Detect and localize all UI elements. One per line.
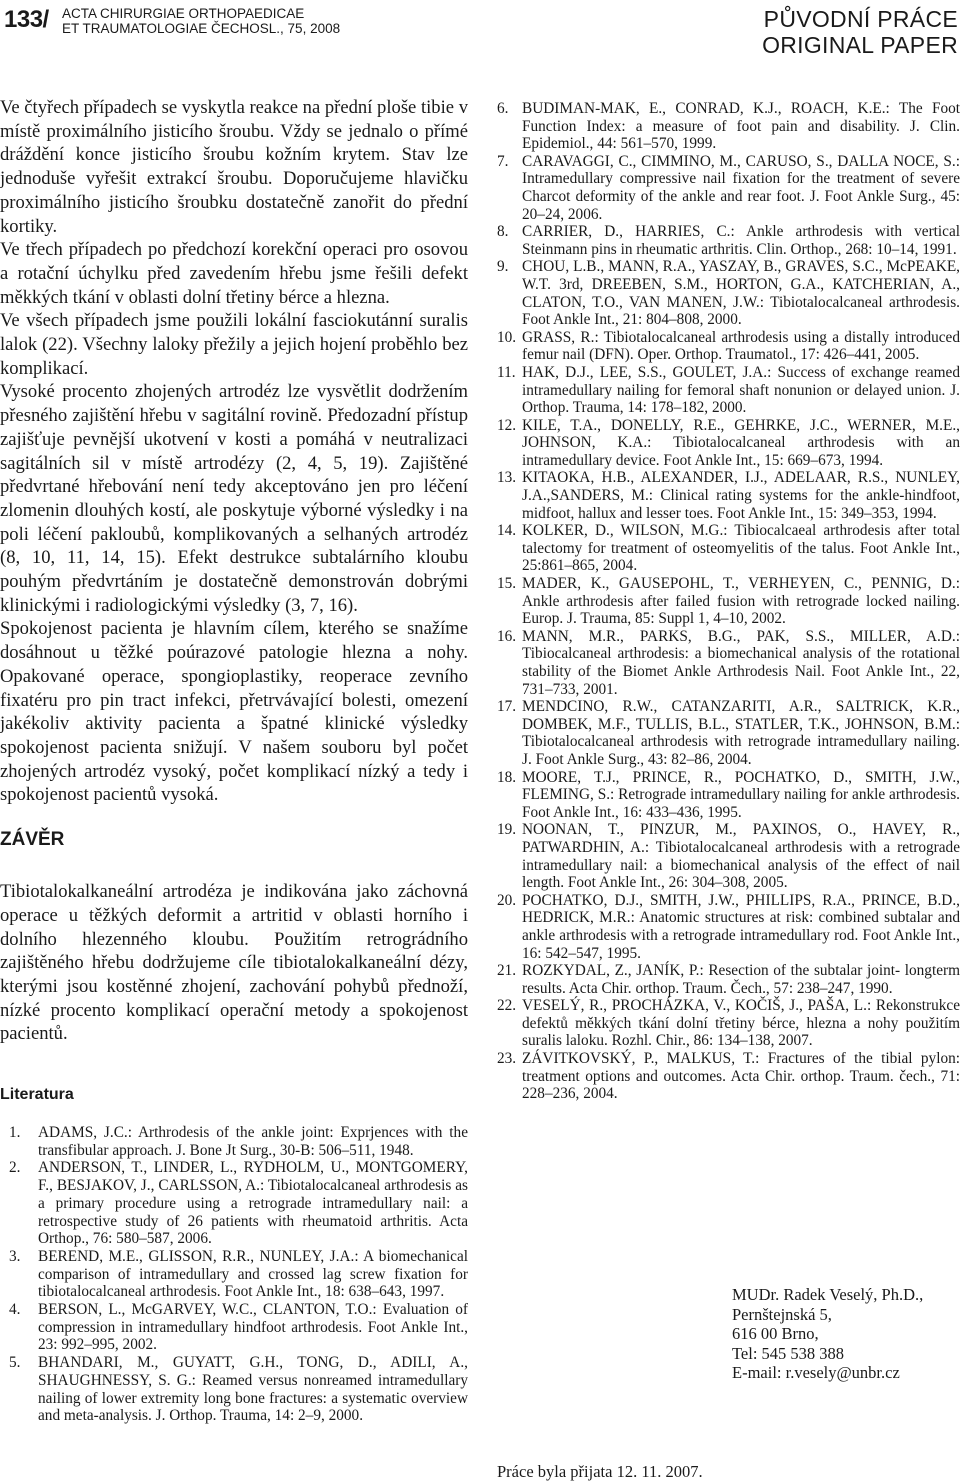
- reference-number: 3.: [9, 1247, 21, 1265]
- article-type-czech: PŮVODNÍ PRÁCE: [763, 6, 958, 32]
- reference-text: MOORE, T.J., PRINCE, R., POCHATKO, D., SMITH, J.W., FLEMING, S.: Retrograde intramedullary nailing for ankle arthrodesis. Foot Ankle Int., 16: 433–436, 1995.: [522, 768, 960, 821]
- reference-number: 6.: [497, 100, 509, 117]
- paragraph: Ve čtyřech případech se vyskytla reakce na přední ploše tibie v místě proximálního jisticího šroubu. Vždy se jednalo o přímé dráždění konce jisticího šroubu kožním krytem. Stav lze jednoduše vyřešit extrakcí šroubu. Doporučujeme hlavičku proximálního jisticího šroubku dostatečně zanořit do přední kortiky.: [0, 97, 468, 237]
- journal-title: [62, 6, 340, 36]
- reference-text: POCHATKO, D.J., SMITH, J.W., PHILLIPS, R.A., PRINCE, B.D., HEDRICK, M.R.: Anatomic structures at risk: combined subtalar and ankle arthrodesis with a retrograde intramedullary rod. Foot Ankle Int., 16: 542–547, 1995.: [522, 891, 960, 962]
- reference-item: [497, 258, 960, 328]
- reference-text: MANN, M.R., PARKS, B.G., PAK, S.S., MILLER, A.D.: Tibiocalcaneal arthrodesis: a biomechanical analysis of the rotational stability of the Biomet Ankle Arthrodesis Nail. Foot Ankle Int., 22, 731–733, 2001.: [522, 627, 960, 698]
- reference-number: 11.: [497, 363, 516, 381]
- article-type: [762, 6, 958, 58]
- reference-item: [497, 417, 960, 470]
- reference-number: 2.: [9, 1159, 21, 1177]
- reference-item: [0, 1354, 468, 1425]
- address-street: Pernštejnská 5,: [732, 1304, 832, 1324]
- reference-text: HAK, D.J., LEE, S.S., GOULET, J.A.: Success of exchange reamed intramedullary nailing for femoral shaft nonunion or delayed union. J. Orthop. Trauma, 14: 178–182, 2000.: [522, 363, 960, 417]
- reference-number: 20.: [497, 891, 517, 909]
- journal-title-line2: ET TRAUMATOLOGIAE ČECHOSL., 75, 2008: [62, 21, 341, 36]
- reference-number: 21.: [497, 962, 517, 980]
- paragraph: Tibiotalokalkaneální artrodéza je indikována jako záchovná operace u těžkých deformit a artritid v oblasti horního i dolního hlezenného kloubu. Použitím retrográdního zajištěného hřebu dodržujeme cíle tibiotalokalkaneální dézy, kterými jsou kostěnné zhojení, zachování pohybů přednoží, nízké procento komplikací operační metody a spokojenost pacientů.: [0, 881, 468, 1045]
- reference-text: VESELÝ, R., PROCHÁZKA, V., KOČIŠ, J., PAŠA, L.: Rekonstrukce defektů měkkých tkání dolní třetiny bérce, hlezna a nohy použitím suralis laloku. Rozhl. Chir., 86: 134–138, 2007.: [522, 997, 960, 1050]
- reference-text: KILE, T.A., DONELLY, R.E., GEHRKE, J.C., WERNER, M.E., JOHNSON, K.A.: Tibiotalocalcaneal arthrodesis with an intramedullary device. Foot Ankle Int., 15: 669–673, 1994.: [522, 416, 960, 469]
- reference-number: 4.: [9, 1301, 21, 1319]
- reference-item: [497, 997, 960, 1050]
- reference-text: ZÁVITKOVSKÝ, P., MALKUS, T.: Fractures of the tibial pylon: treatment options and outcomes. Acta Chir. orthop. Traum. čech., 71: 228–236, 2004.: [522, 1050, 960, 1103]
- reference-text: GRASS, R.: Tibiotalocalcaneal arthrodesis using a distally introduced femur nail (DFN). Oper. Orthop. Traumatol., 17: 426–441, 2005.: [522, 328, 960, 364]
- reference-number: 7.: [497, 152, 509, 170]
- article-type-english: ORIGINAL PAPER: [762, 32, 958, 58]
- reference-item: [497, 962, 960, 997]
- reference-number: 18.: [497, 768, 517, 786]
- reference-item: [497, 469, 960, 522]
- address-email: E-mail: r.vesely@unbr.cz: [732, 1363, 900, 1382]
- conclusion-heading: ZÁVĚR: [0, 829, 65, 851]
- reference-text: MADER, K., GAUSEPOHL, T., VERHEYEN, C., PENNIG, D.: Ankle arthrodesis after failed fusion with retrograde locked nailing. Europ. J. Trauma, 85: Suppl 1, 4–10, 2002.: [522, 575, 960, 628]
- reference-text: KOLKER, D., WILSON, M.G.: Tibiocalcaeal arthrodesis after total talectomy for treatment of osteomyelitis of the talus. Foot Ankle Int., 25:861–865, 2004.: [522, 522, 960, 575]
- reference-number: 15.: [497, 575, 517, 593]
- reference-item: [497, 575, 960, 628]
- reference-number: 13.: [497, 469, 517, 487]
- reference-number: 10.: [497, 328, 517, 346]
- conclusion-text: [0, 880, 468, 1046]
- reference-number: 17.: [497, 698, 517, 716]
- reference-item: [497, 223, 960, 258]
- reference-text: CARRIER, D., HARRIES, C.: Ankle arthrodesis with vertical Steinmann pins in rheumatic arthritis. Clin. Orthop., 268: 10–14, 1991.: [522, 223, 960, 258]
- reference-number: 8.: [497, 223, 509, 241]
- address-city: 616 00 Brno,: [732, 1324, 819, 1343]
- paragraph: Spokojenost pacienta je hlavním cílem, kterého se snažíme dosáhnout u těžké poúrazové patologie hlezna a nohy. Opakované operace, spongioplastiky, reoperace zevního fixatéru pro pin tract infekci, přetrvávající bolesti, omezení jakékoliv aktivity pacienta a špatné klinické výsledky spokojenost pacienta snižují. V našem souboru byl počet zhojených artrodéz vysoký, počet komplikací nízký a tedy i spokojenost pacientů vysoká.: [0, 618, 468, 806]
- address-phone: Tel: 545 538 388: [732, 1343, 845, 1363]
- reference-number: 1.: [9, 1124, 21, 1142]
- reference-number: 14.: [497, 522, 517, 540]
- author-address: [732, 1285, 923, 1383]
- reference-item: [0, 1248, 468, 1301]
- reference-item: [0, 1124, 468, 1159]
- reference-list-left: [0, 1124, 468, 1425]
- reference-number: 9.: [497, 258, 509, 276]
- reference-number: 12.: [497, 416, 517, 434]
- reference-item: [0, 1301, 468, 1354]
- reference-text: ROZKYDAL, Z., JANÍK, P.: Resection of the subtalar joint- longterm results. Acta Chir. orthop. Traum. Čech., 57: 238–247, 1990.: [522, 962, 960, 997]
- journal-title-line1: ACTA CHIRURGIAE ORTHOPAEDICAE: [62, 6, 305, 21]
- paragraph: Ve všech případech jsme použili lokální fasciokutánní suralis lalok (22). Všechny laloky přežily a jejich hojení proběhlo bez komplikací.: [0, 310, 468, 379]
- right-column: [497, 100, 960, 1103]
- paragraph: Ve třech případech po předchozí korekční operaci pro osovou a rotační úchylku před zavedením hřebu jsme řešili defekt měkkých tkání v oblasti dolní třetiny bérce a hlezna.: [0, 239, 468, 308]
- page-header: [0, 0, 960, 62]
- references-heading: Literatura: [0, 1086, 74, 1104]
- reference-number: 19.: [497, 821, 517, 839]
- reference-text: ADAMS, J.C.: Arthrodesis of the ankle joint: Exprjences with the transfibular approach. J. Bone Jt Surg., 30-B: 506–511, 1948.: [38, 1124, 468, 1159]
- reference-text: KITAOKA, H.B., ALEXANDER, I.J., ADELAAR, R.S., NUNLEY, J.A.,SANDERS, M.: Clinical rating systems for the ankle-hindfoot, midfoot, hallux and lesser toes. Foot Ankle Int., 15: 349–353, 1994.: [522, 469, 960, 522]
- reference-item: [497, 100, 960, 153]
- reference-item: [497, 769, 960, 822]
- reference-item: [497, 364, 960, 417]
- reference-number: 23.: [497, 1050, 517, 1068]
- received-date: Práce byla přijata 12. 11. 2007.: [497, 1462, 703, 1481]
- page-number: 133/: [4, 6, 49, 33]
- paragraph: Vysoké procento zhojených artrodéz lze vysvětlit dodržením přesného zajištění hřebu v sagitální rovině. Předozadní přístup zajišťuje pevnější ukotvení v kosti a pomáhá v neutralizaci sagitálních sil v místě artrodézy (2, 4, 5, 19). Zajištěné předvrtané hřebování není tedy akceptováno jen pro léčení zlomenin dlouhých kostí, ale poskytuje výborné výsledky i na poli léčení pakloubů, komplikovaných a selhaných artrodéz (8, 10, 11, 14, 15). Efekt destrukce subtalárního kloubu pouhým předvrtáním je dostatečně demonstrován dobrými klinickými i radiologickými výsledky (3, 7, 16).: [0, 381, 468, 616]
- discussion-text: [0, 96, 468, 807]
- reference-number: 16.: [497, 627, 517, 645]
- reference-item: [497, 522, 960, 575]
- reference-item: [497, 892, 960, 962]
- reference-item: [497, 698, 960, 768]
- reference-text: BERSON, L., McGARVEY, W.C., CLANTON, T.O.: Evaluation of compression in intramedullary hindfoot arthrodesis. Foot Ankle Int., 23: 992–995, 2002.: [38, 1301, 468, 1354]
- reference-text: NOONAN, T., PINZUR, M., PAXINOS, O., HAVEY, R., PATWARDHIN, A.: Tibiotalocalcaneal arthrodesis with a retrograde intramedullary nail: a biomechanical analysis of the effect of nail length. Foot Ankle Int., 26: 304–308, 2005.: [522, 821, 960, 892]
- left-column: [0, 96, 468, 1425]
- reference-number: 5.: [9, 1354, 21, 1372]
- reference-text: CARAVAGGI, C., CIMMINO, M., CARUSO, S., DALLA NOCE, S.: Intramedullary compressive nail fixation for the treatment of severe Charcot deformity of the ankle and rear foot. J. Foot Ankle Surg., 45: 20–24, 2006.: [522, 152, 960, 223]
- reference-text: ANDERSON, T., LINDER, L., RYDHOLM, U., MONTGOMERY, F., BESJAKOV, J., CARLSSON, A.: Tibiotalocalcaneal arthrodesis as a primary procedure using a retrograde intramedullary nail: a retrospective study of 26 patients with rheumatoid arthritis. Acta Orthop., 76: 580–587, 2006.: [38, 1159, 468, 1248]
- reference-text: CHOU, L.B., MANN, R.A., YASZAY, B., GRAVES, S.C., McPEAKE, W.T. 3rd, DREEBEN, S.M., HORTON, G.A., KATCHERIAN, A., CLATON, T.O., VAN MANEN, J.W.: Tibiotalocalcaneal arthrodesis. Foot Ankle Int., 21: 804–808, 2000.: [522, 258, 960, 329]
- reference-item: [0, 1159, 468, 1248]
- reference-number: 22.: [497, 997, 517, 1015]
- reference-text: BEREND, M.E., GLISSON, R.R., NUNLEY, J.A.: A biomechanical comparison of intramedullary and crossed lag screw fixation for tibiotalocalcaneal arthrodesis. Foot Ankle Int., 18: 638–643, 1997.: [38, 1247, 468, 1301]
- reference-item: [497, 329, 960, 364]
- reference-item: [497, 628, 960, 698]
- reference-text: MENDCINO, R.W., CATANZARITI, A.R., SALTRICK, K.R., DOMBEK, M.F., TULLIS, B.L., STATLER, T.K., JOHNSON, B.M.: Tibiotalocalcaneal arthrodesis with retrograde intramedullary nailing. J. Foot Ankle Surg., 43: 82–86, 2004.: [522, 698, 960, 768]
- reference-text: BHANDARI, M., GUYATT, G.H., TONG, D., ADILI, A., SHAUGHNESSY, S. G.: Reamed versus nonreamed intramedullary nailing of lower extremity long bone fractures: a systematic overview and meta-analysis. J. Orthop. Trauma, 14: 2–9, 2000.: [38, 1354, 468, 1425]
- reference-item: [497, 821, 960, 891]
- author-name: MUDr. Radek Veselý, Ph.D.,: [732, 1285, 924, 1304]
- reference-item: [497, 1050, 960, 1103]
- reference-list-right: [497, 100, 960, 1103]
- reference-text: BUDIMAN-MAK, E., CONRAD, K.J., ROACH, K.E.: The Foot Function Index: a measure of foot pain and disability. J. Clin. Epidemiol., 44: 561–570, 1999.: [522, 100, 960, 153]
- reference-item: [497, 153, 960, 223]
